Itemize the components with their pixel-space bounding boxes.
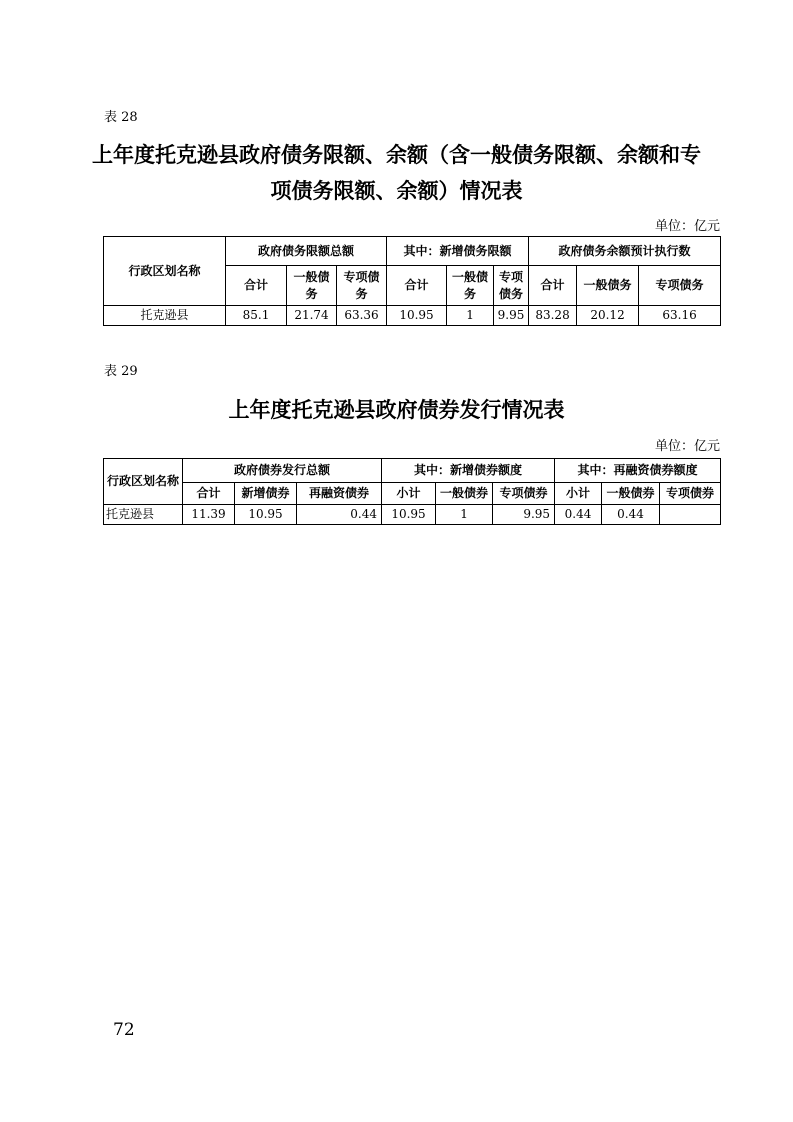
table29-sub-subtotal2: 小计 xyxy=(555,483,602,505)
table28-header-row1 xyxy=(104,237,721,266)
table28-cell: 9.95 xyxy=(494,306,529,326)
table28-sub-special2: 专项债务 xyxy=(494,266,529,306)
table28 xyxy=(103,236,721,326)
table29-cell: 9.95 xyxy=(493,505,555,525)
table29-sub-general2: 一般债券 xyxy=(602,483,660,505)
table28-sub-total3: 合计 xyxy=(529,266,577,306)
table28-cell: 1 xyxy=(447,306,494,326)
table29-cell: 10.95 xyxy=(382,505,436,525)
table29-cell: 1 xyxy=(436,505,493,525)
table29-sub-subtotal: 小计 xyxy=(382,483,436,505)
table29-title: 上年度托克逊县政府债券发行情况表 xyxy=(228,397,565,422)
table28-unit: 单位：亿元 xyxy=(654,219,720,234)
table-row xyxy=(104,306,721,326)
table28-sub-total2: 合计 xyxy=(387,266,447,306)
table29-cell: 0.44 xyxy=(555,505,602,525)
table28-cell: 10.95 xyxy=(387,306,447,326)
table28-title-line1: 上年度托克逊县政府债务限额、余额（含一般债务限额、余额和专 xyxy=(92,142,701,167)
table29-header-row2 xyxy=(104,483,721,505)
table-row xyxy=(104,505,721,525)
table29-cell: 11.39 xyxy=(183,505,235,525)
table29-label: 表 29 xyxy=(104,364,138,379)
table28-sub-general: 一般债务 xyxy=(287,266,337,306)
table29-row-region: 托克逊县 xyxy=(104,505,183,525)
table29-cell: 0.44 xyxy=(297,505,382,525)
table29-sub-special: 专项债券 xyxy=(493,483,555,505)
table28-cell: 20.12 xyxy=(577,306,639,326)
table29-header-group2: 其中：新增债券额度 xyxy=(382,459,555,483)
table28-header-group3: 政府债务余额预计执行数 xyxy=(529,237,721,266)
table29-sub-general: 一般债券 xyxy=(436,483,493,505)
table29-header-region: 行政区划名称 xyxy=(104,459,183,505)
table28-sub-general3: 一般债务 xyxy=(577,266,639,306)
page-number: 72 xyxy=(113,1020,135,1040)
table29-sub-refi: 再融资债券 xyxy=(297,483,382,505)
table28-cell: 85.1 xyxy=(226,306,287,326)
table28-cell: 21.74 xyxy=(287,306,337,326)
table28-label: 表 28 xyxy=(104,110,138,125)
table28-header-group1: 政府债务限额总额 xyxy=(226,237,387,266)
table28-sub-general2: 一般债务 xyxy=(447,266,494,306)
table29-sub-special2: 专项债券 xyxy=(660,483,721,505)
table28-title-line2: 项债务限额、余额）情况表 xyxy=(270,178,523,203)
table28-row-region: 托克逊县 xyxy=(104,306,226,326)
table29-header-group1: 政府债券发行总额 xyxy=(183,459,382,483)
table28-sub-total: 合计 xyxy=(226,266,287,306)
table29-cell: 0.44 xyxy=(602,505,660,525)
table28-sub-special: 专项债务 xyxy=(337,266,387,306)
table28-cell: 83.28 xyxy=(529,306,577,326)
table28-sub-special3: 专项债务 xyxy=(639,266,721,306)
table29-header-group3: 其中：再融资债券额度 xyxy=(555,459,721,483)
table29 xyxy=(103,458,721,525)
table28-cell: 63.16 xyxy=(639,306,721,326)
table29-sub-total: 合计 xyxy=(183,483,235,505)
table29-cell: 10.95 xyxy=(235,505,297,525)
table29-unit: 单位：亿元 xyxy=(654,439,720,454)
table28-cell: 63.36 xyxy=(337,306,387,326)
table28-header-region: 行政区划名称 xyxy=(104,237,226,306)
table29-cell xyxy=(660,505,721,525)
table29-header-row1 xyxy=(104,459,721,483)
table29-sub-new: 新增债券 xyxy=(235,483,297,505)
table28-header-group2: 其中：新增债务限额 xyxy=(387,237,529,266)
